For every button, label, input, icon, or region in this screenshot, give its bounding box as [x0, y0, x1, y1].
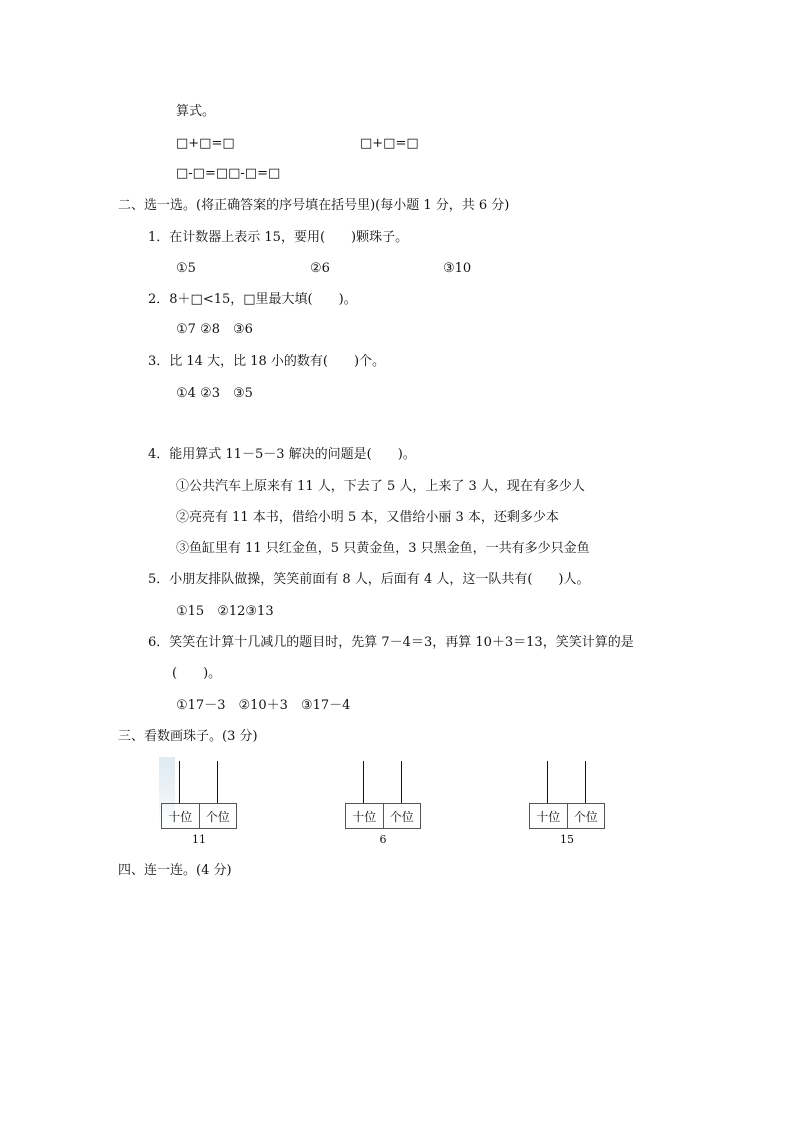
place-value-box	[345, 803, 421, 829]
question-6-stem: 6．笑笑在计算十几减几的题目时，先算 7－4＝3，再算 10＋3＝13，笑笑计算的是	[148, 635, 634, 650]
tens-label: 十位	[352, 809, 377, 824]
question-4-option-1: ①公共汽车上原来有 11 人，下去了 5 人，上来了 3 人，现在有多少人	[176, 479, 585, 494]
question-5-stem: 5．小朋友排队做操，笑笑前面有 8 人，后面有 4 人，这一队共有( )人。	[148, 572, 590, 587]
abacus-number: 11	[192, 833, 206, 846]
tens-rod	[547, 761, 548, 803]
place-value-box	[529, 803, 605, 829]
question-2-stem: 2．8＋□<15，□里最大填( )。	[148, 292, 357, 307]
tens-rod	[179, 761, 180, 803]
question-1-stem: 1．在计数器上表示 15，要用( )颗珠子。	[148, 230, 409, 245]
place-value-box	[161, 803, 237, 829]
tens-label: 十位	[168, 809, 193, 824]
equation-prompt-text: 算式。	[176, 104, 216, 119]
abacus-number: 15	[560, 833, 574, 846]
section-3-heading: 三、看数画珠子。(3 分)	[118, 729, 258, 744]
question-3-stem: 3．比 14 大，比 18 小的数有( )个。	[148, 354, 386, 369]
question-1-option-2: ②6	[310, 261, 330, 276]
question-4-option-2: ②亮亮有 11 本书，借给小明 5 本，又借给小丽 3 本，还剩多少本	[176, 510, 559, 525]
abacus-15	[529, 761, 605, 846]
tens-rod	[363, 761, 364, 803]
abacus-number: 6	[379, 833, 387, 846]
question-4-option-3: ③鱼缸里有 11 只红金鱼，5 只黄金鱼，3 只黑金鱼，一共有多少只金鱼	[176, 541, 590, 556]
question-5-options: ①15 ②12③13	[176, 604, 274, 619]
ones-rod	[401, 761, 402, 803]
ones-label: 个位	[567, 804, 605, 828]
abacus-6	[345, 761, 421, 846]
ones-rod	[217, 761, 218, 803]
question-3-options: ①4 ②3 ③5	[176, 386, 253, 401]
abacus-11	[161, 761, 237, 846]
question-4-stem: 4．能用算式 11－5－3 解决的问题是( )。	[148, 447, 416, 462]
subtraction-equation-blanks: □-□=□□-□=□	[176, 166, 281, 181]
section-4-heading: 四、连一连。(4 分)	[118, 863, 232, 878]
ones-label: 个位	[199, 804, 237, 828]
question-1-option-1: ①5	[176, 261, 196, 276]
question-6-stem-continued: ( )。	[172, 666, 222, 681]
tens-label: 十位	[536, 809, 561, 824]
section-2-heading: 二、选一选。(将正确答案的序号填在括号里)(每小题 1 分，共 6 分)	[118, 198, 510, 213]
addition-equation-blank-2: □+□=□	[360, 136, 419, 151]
question-2-options: ①7 ②8 ③6	[176, 322, 253, 337]
ones-rod	[585, 761, 586, 803]
question-6-options: ①17－3 ②10＋3 ③17－4	[176, 698, 351, 713]
question-1-option-3: ③10	[443, 261, 472, 276]
ones-label: 个位	[383, 804, 421, 828]
addition-equation-blank-1: □+□=□	[176, 136, 235, 151]
